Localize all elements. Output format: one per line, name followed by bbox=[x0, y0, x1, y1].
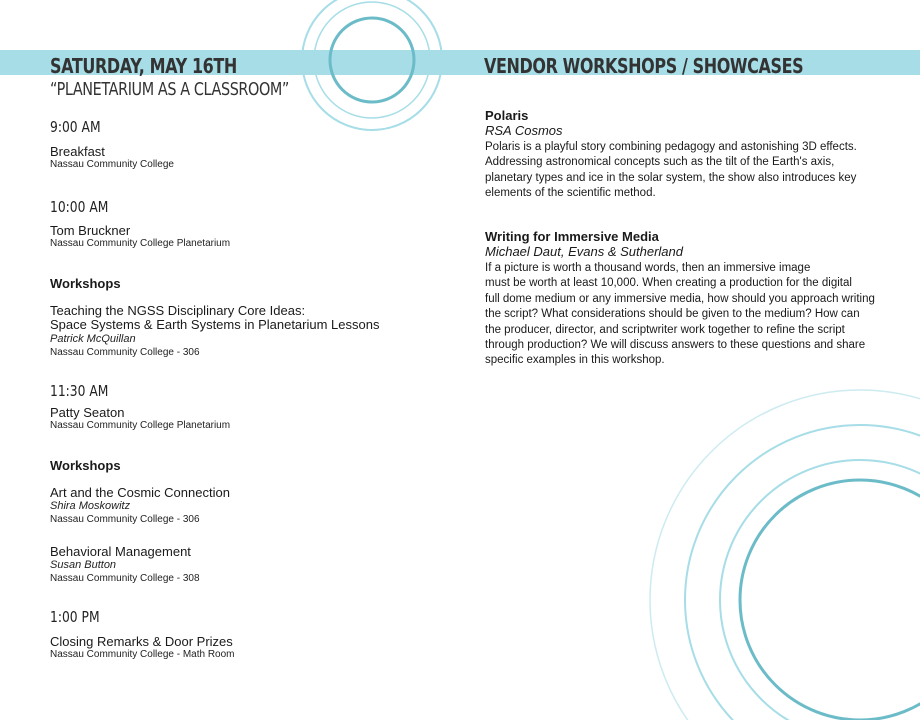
session-speaker: Susan Button bbox=[50, 559, 117, 571]
vendor-item-title: Polaris bbox=[485, 108, 529, 123]
session-location: Nassau Community College bbox=[50, 159, 174, 170]
description-line: elements of the scientific method. bbox=[485, 187, 656, 200]
description-line: Addressing astronomical concepts such as the tilt of the Earth's axis, bbox=[485, 156, 835, 169]
description-line: the script? What considerations should be given to the medium? How can bbox=[485, 308, 860, 321]
session-title-line-2: Space Systems & Earth Systems in Planetarium Lessons bbox=[50, 317, 380, 332]
description-line: planetary types and ice in the solar system, the show also introduces key bbox=[485, 171, 857, 184]
session-location: Nassau Community College - 306 bbox=[50, 514, 200, 525]
schedule-date-heading: SATURDAY, MAY 16TH bbox=[50, 54, 237, 78]
session-title-line-1: Teaching the NGSS Disciplinary Core Ideas: bbox=[50, 303, 306, 318]
description-line: through production? We will discuss answers to these questions and share bbox=[485, 339, 866, 352]
vendor-heading: VENDOR WORKSHOPS / SHOWCASES bbox=[484, 54, 804, 78]
description-line: specific examples in this workshop. bbox=[485, 354, 665, 367]
description-line: the producer, director, and scriptwriter work together to refine the script bbox=[485, 323, 845, 336]
vendor-item-title: Writing for Immersive Media bbox=[485, 229, 659, 244]
session-title: Art and the Cosmic Connection bbox=[50, 485, 230, 500]
time-heading: 11:30 AM bbox=[50, 382, 109, 400]
vendor-item-description bbox=[485, 261, 905, 369]
session-location: Nassau Community College Planetarium bbox=[50, 420, 231, 431]
session-title: Closing Remarks & Door Prizes bbox=[50, 634, 233, 649]
session-title: Patty Seaton bbox=[50, 405, 125, 420]
description-line: must be worth at least 10,000. When creating a production for the digital bbox=[485, 277, 852, 290]
session-speaker: Shira Moskowitz bbox=[50, 500, 131, 512]
session-title: Behavioral Management bbox=[50, 544, 191, 559]
session-location: Nassau Community College - 306 bbox=[50, 347, 200, 358]
description-line: Polaris is a playful story combining pedagogy and astonishing 3D effects. bbox=[485, 141, 857, 153]
session-location: Nassau Community College - 308 bbox=[50, 573, 200, 584]
time-heading: 10:00 AM bbox=[50, 198, 109, 216]
vendor-item-presenter: Michael Daut, Evans & Sutherland bbox=[485, 244, 683, 259]
session-title: Tom Bruckner bbox=[50, 223, 131, 238]
description-line: full dome medium or any immersive media, how should you approach writing bbox=[485, 292, 875, 305]
vendor-item-description bbox=[485, 140, 905, 202]
time-heading: 1:00 PM bbox=[50, 608, 100, 626]
schedule-subtitle: “PLANETARIUM AS A CLASSROOM” bbox=[50, 79, 289, 100]
session-location: Nassau Community College - Math Room bbox=[50, 649, 235, 660]
vendor-item-presenter: RSA Cosmos bbox=[485, 123, 563, 138]
session-location: Nassau Community College Planetarium bbox=[50, 238, 231, 249]
session-speaker: Patrick McQuillan bbox=[50, 333, 136, 345]
workshops-label: Workshops bbox=[50, 458, 121, 473]
workshops-label: Workshops bbox=[50, 276, 121, 291]
time-heading: 9:00 AM bbox=[50, 118, 101, 136]
session-title: Breakfast bbox=[50, 144, 105, 159]
description-line: If a picture is worth a thousand words, then an immersive image bbox=[485, 262, 811, 274]
